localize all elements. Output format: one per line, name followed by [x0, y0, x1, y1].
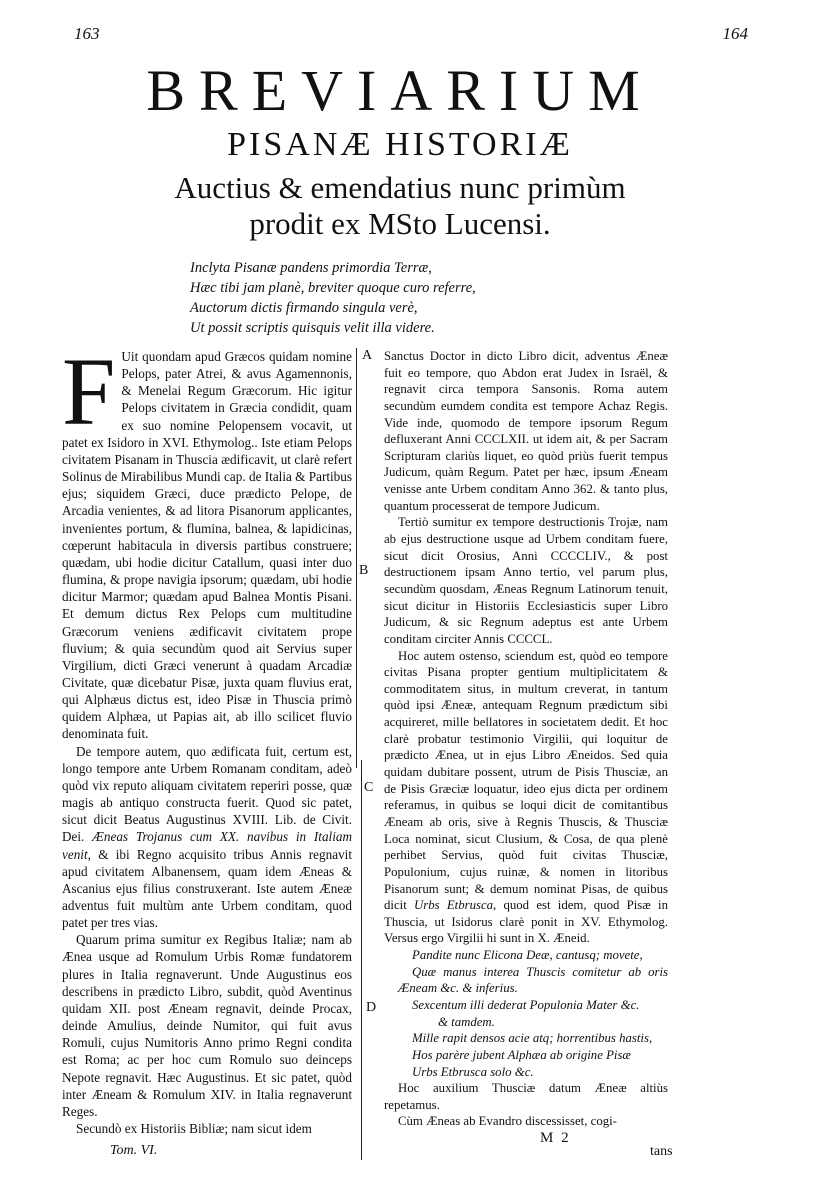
poem-line-2: Hæc tibi jam planè, breviter quoque curo referre, — [190, 280, 476, 296]
margin-letter-d: D — [366, 1000, 377, 1015]
poem-line-4: Ut possit scriptis quisquis velit illa videre. — [190, 320, 435, 336]
right-text-column — [384, 348, 668, 1130]
catchword: tans — [650, 1144, 673, 1159]
verse-line-4: & tamdem. — [438, 1014, 495, 1029]
verse-line-3: Sexcentum illi dederat Populonia Mater &c. — [412, 997, 640, 1012]
signature-mark: M 2 — [540, 1130, 571, 1146]
right-paragraph-3-italic: Urbs Etbrusca — [414, 898, 494, 913]
left-paragraph-2-text-a: De tempore autem, quo ædificata fuit, certum est, longo tempore ante Urbem Romanam conditam, adeò quòd vix reputo aliquam civitatem reperiri posse, quæ magis ab antiquo constructa fuerit. Quod sic patet, sicut dicit Beatus Augustinus XVIII. Lib. de Civit. Dei. — [62, 743, 352, 845]
verse-line-7: Urbs Etbrusca solo &c. — [412, 1064, 534, 1079]
right-paragraph-3-text-a: Hoc autem ostenso, sciendum est, quòd eo tempore civitas Pisana propter gentium multiplicitatem & commoditatem situs, in multum creverat, in tantum quòd ipsi Æneæ, antequam Regnum prædictum sibi acquireret, mille bellatores in societatem dedit. Et hoc clarè probatur testimonio Virgilii, qui loquitur de prædicto Ænea, ut in ejus Libro Æneidos. Sed quia quidam dubitare possent, utrum de Pisis Thusciæ, an de Pisis Græciæ loquatur, ideo ejus dicta per ordinem referamus, in quibus se loqui dicit de comitantibus Æneam ab oris, sive à Regnis Thuscis, & Thusciæ Loca nominat, sicut Clusium, & Cosa, de qua plenè perhibet Servius, quòd fuit civitas Thusciæ, Populonium, cujus ruinæ, & nomen in litoribus Pisanorum sunt; & demum nominat Pisas, de quibus dicit — [384, 648, 668, 913]
left-text-column — [62, 338, 352, 1137]
epigraph-poem — [190, 258, 476, 338]
title-pisanae-historiae: PISANÆ HISTORIÆ — [227, 126, 573, 163]
verse-line-2: Quæ manus interea Thuscis comitetur ab oris Æneam &c. & inferius. — [398, 964, 668, 996]
subtitle-line-1: Auctius & emendatius nunc primùm — [174, 170, 626, 205]
subtitle — [60, 170, 740, 242]
footer-volume: Tom. VI. — [110, 1143, 158, 1158]
left-paragraph-2-italic: Æneas Trojanus cum XX. navibus in Italiam venit — [62, 829, 352, 862]
subtitle-line-2: prodit ex MSto Lucensi. — [249, 206, 551, 241]
title-breviarium: BREVIARIUM — [146, 58, 654, 123]
verse-line-6: Hos parère jubent Alphæa ab origine Pisæ — [412, 1047, 631, 1062]
left-paragraph-1-text: Uit quondam apud Græcos quidam nomine Pelops, pater Atrei, & avus Agamennonis, & Menelai Regum Græcorum. Hic igitur Pelops civitatem in Græcia condidit, quam ex suo nomine Pelopensem vocavit, ut patet ex Isidoro in XVI. Ethymolog.. Iste etiam Pelops civitatem Pisanam in Thuscia ædificavit, ut clarè refert Solinus de Mirabilibus Mundi cap. de Italia & Partibus ejus; siquidem Græci, duce prædicto Pelope, de Arcadia venientes, & ad litora Pisanorum applicantes, invenientes portum, & flumina, balnea, & lapidicinas, cœperunt habitacula in diversis partibus construere; quædam, ubi hodie dicitur Catallum, quasi inter duo flumina, & prope navigia ipsorum; quædam, ubi hodie dicitur Marmor; quædam apud Balnea Montis Pisani. Et demum dictus Rex Pelops cum multitudine Græcorum veniens ædificavit civitatem prope fluvium; & quia secundùm quod ait Servius super Virgilium, dicti Græci venerunt à quadam Arcadiæ Civitate, quæ dicebatur Pisæ, juxta quam fluvius erat, qui Alphæus dictus est, ideo Pisæ in Thuscia primò quidem Alphæa, ut Papias ait, ab illo scilicet fluvio denominata fuit. — [62, 349, 352, 742]
page-number-right: 164 — [722, 24, 748, 43]
poem-line-3: Auctorum dictis firmando singula verè, — [190, 300, 418, 316]
right-paragraph-3 — [384, 648, 668, 948]
column-rule-upper — [356, 348, 357, 768]
poem-line-1: Inclyta Pisanæ pandens primordia Terræ, — [190, 260, 432, 276]
right-paragraph-2: Tertiò sumitur ex tempore destructionis Trojæ, nam ab ejus destructione usque ad Urbem conditam fuere, sicut dicit Orosius, Anni CCCCLIV., & post destructionem ipsam Anno tertio, vel parum plus, secundùm quosdam, Æneas Regnum Latinorum tenuit, sicut dicitur in Historiis Ecclesiasticis super Libro Judicum, & sic Regnum adeptus est ante Urbem conditam circiter Annis CCCCL. — [384, 515, 668, 646]
drop-cap: F — [62, 338, 116, 445]
right-paragraph-5: Cùm Æneas ab Evandro discessisset, cogi- — [398, 1114, 617, 1129]
left-paragraph-1 — [62, 338, 352, 743]
page-number-left: 163 — [74, 24, 100, 43]
right-paragraph-3-text-b: , quod est idem, quod Pisæ in Thuscia, ut Isidorus clarè ponit in XV. Ethymolog. Versus ergo Virgilii hi sunt in X. Æneid. — [384, 898, 668, 946]
margin-letter-b: B — [359, 563, 369, 578]
left-paragraph-4: Secundò ex Historiis Bibliæ; nam sicut idem — [76, 1121, 312, 1137]
margin-letter-c: C — [364, 780, 374, 795]
right-paragraph-1: Sanctus Doctor in dicto Libro dicit, adventus Æneæ fuit eo tempore, quo Abdon erat Judex in Israël, & regnavit circa tempora Sansonis. Roma autem secundùm eumdem condita est tempore Achaz Regis. Vide inde, quomodo de tempore ipsorum Regum defluxerant Anni CCCLXII. ut idem ait, & per Sacram Scripturam clariùs liquet, eo quòd priùs fuerit tempus Judicum, quàm Regum. Patet per hæc, ipsum Æneam venisse ante Urbem conditam Anno 362. & tanto plus, quantum processerat de tempore Judicum. — [384, 349, 668, 513]
margin-letter-a: A — [362, 348, 373, 363]
left-paragraph-3: Quarum prima sumitur ex Regibus Italiæ; nam ab Ænea usque ad Romulum Urbis Romæ fundatorem plures in Italia regnaverunt. Unde Augustinus eos describens in prædicto Libro, subdit, quòd Aventinus quidam XII. post Æneam regnavit, deinde Procax, deinde Amulius, deinde Numitor, qui fuit avus Romuli, cujus Numitoris Anno primo Regni condita est Roma; ac per hoc cum Romulo suo deinceps Nepote regnavit. Hæc Augustinus. Et sic patet, quòd inter Æneam & Romulum XIV. in Italia regnaverunt Reges. — [62, 932, 352, 1119]
right-paragraph-4: Hoc auxilium Thusciæ datum Æneæ altiùs repetamus. — [384, 1081, 668, 1112]
verse-line-5: Mille rapit densos acie atq; horrentibus hastis, — [412, 1031, 653, 1046]
left-paragraph-2-text-b: , & ibi Regno acquisito tribus Annis regnavit apud civitatem Albanensem, quam idem Æneas & Ascanius ejus filius construxerant. Iste autem Æneæ adventus fuit multùm ante Urbem conditam, quod patet per tres vias. — [62, 846, 352, 931]
left-paragraph-2 — [62, 743, 352, 932]
column-rule-lower — [361, 760, 362, 1160]
verse-line-1: Pandite nunc Elicona Deæ, cantusq; movete, — [412, 948, 643, 963]
